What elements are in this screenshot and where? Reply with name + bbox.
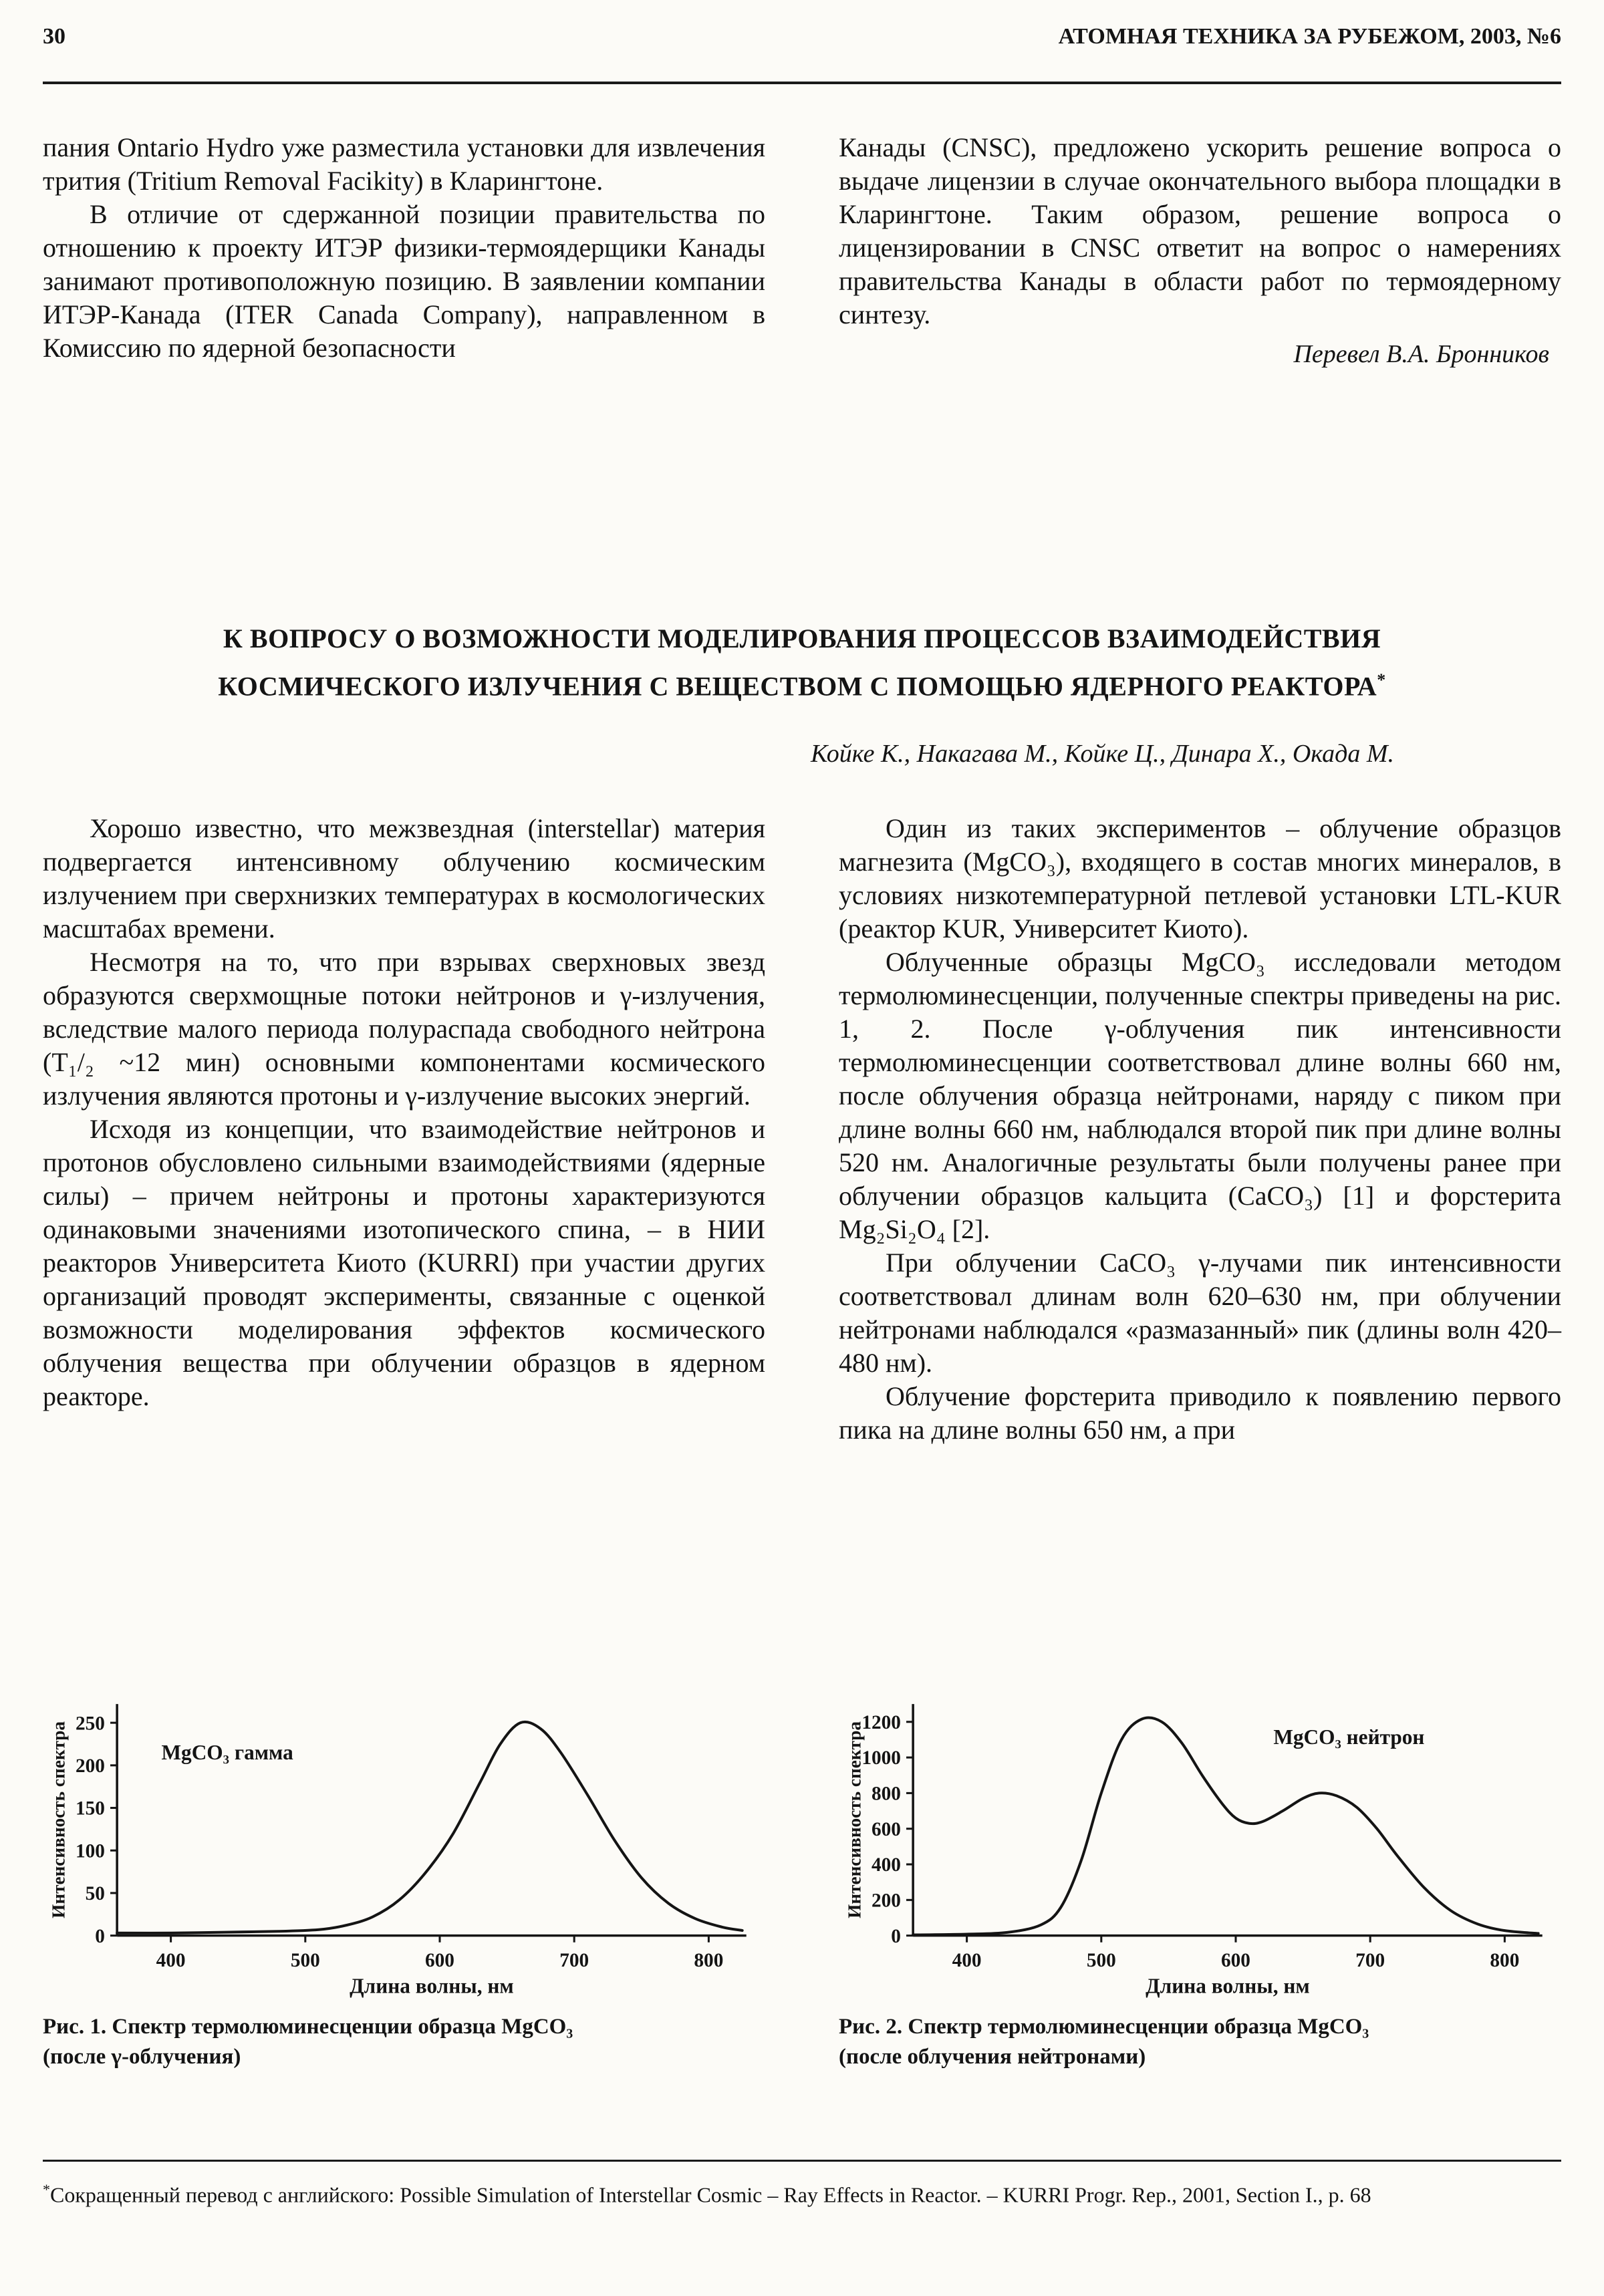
svg-text:Длина волны, нм: Длина волны, нм [350,1974,514,1998]
svg-text:500: 500 [290,1950,320,1972]
footnote-marker: * [43,2181,50,2198]
paragraph: Несмотря на то, что при взрывах сверхновых звезд образуются сверхмощные потоки нейтронов и γ-излучения, вследствие малого периода полураспада свободного нейтрона (T₁/₂ ~12 мин) основными компонентами космического излучения являются протоны и γ-излучение высоких энергий. [43,947,765,1111]
article-title-line-2: КОСМИЧЕСКОГО ИЗЛУЧЕНИЯ С ВЕЩЕСТВОМ С ПОМОЩЬЮ ЯДЕРНОГО РЕАКТОРА [218,671,1377,702]
header-rule [43,82,1561,84]
paragraph: В отличие от сдержанной позиции правительства по отношению к проекту ИТЭР физики-термоядерщики Канады занимают противоположную позицию. В заявлении компании ИТЭР-Канада (ITER Canada Company), направленном в Комиссию по ядерной безопасности [43,199,765,363]
svg-text:250: 250 [76,1713,105,1735]
paragraph: Исходя из концепции, что взаимодействие нейтронов и протонов обусловлено сильными взаимодействиями (ядерные силы) – причем нейтроны и протоны характеризуются одинаковыми значениями изотопического спина, – в НИИ реакторов Университета Киото (KURRI) при участии других организаций проводят эксперименты, связанные с оценкой возможности моделирования эффектов космического облучения вещества при облучении образцов в ядерном реакторе. [43,1114,765,1411]
article-body [43,812,1561,1447]
footnote [43,2174,1561,2210]
svg-text:MgCO₃ нейтрон: MgCO₃ нейтрон [1273,1725,1425,1749]
footnote-rule [43,2160,1561,2162]
svg-text:200: 200 [76,1755,105,1777]
figure-1 [43,1696,765,2072]
svg-text:0: 0 [95,1925,105,1947]
svg-text:150: 150 [76,1798,105,1820]
article-left-column [43,812,765,1447]
footnote-text: Сокращенный перевод с английского: Possible Simulation of Interstellar Cosmic – Ray Effects in Reactor. – KURRI Progr. Rep., 2001, Section I., p. 68 [50,2182,1371,2207]
svg-text:Длина волны, нм: Длина волны, нм [1146,1974,1310,1998]
paragraph: Канады (CNSC), предложено ускорить решение вопроса о выдаче лицензии в случае окончательного выбора площадки в Кларингтоне. Таким образом, решение вопроса о лицензировании в CNSC ответит на вопрос о намерениях правительства Канады в области работ по термоядерному синтезу. [839,132,1561,329]
svg-text:600: 600 [1221,1950,1250,1972]
svg-text:200: 200 [872,1890,901,1912]
figures-row [43,1696,1561,2072]
svg-text:400: 400 [156,1950,186,1972]
svg-text:600: 600 [872,1818,901,1840]
svg-text:Интенсивность спектра: Интенсивность спектра [844,1721,865,1918]
paragraph: Хорошо известно, что межзвездная (interstellar) материя подвергается интенсивному облучению космическим излучением при сверхнизких температурах в космологических масштабах времени. [43,813,765,944]
translator-credit: Перевел В.А. Бронников [1293,340,1549,368]
paragraph: Облученные образцы MgCO₃ исследовали методом термолюминесценции, полученные спектры приведены на рис. 1, 2. После γ-облучения пик интенсивности термолюминесценции соответствовал длине волны 660 нм, после облучения образца нейтронами, наряду с пиком при длине волны 660 нм, наблюдался второй пик при длине волны 520 нм. Аналогичные результаты были получены ранее при облучении образцов кальцита (CaCO₃) [1] и форстерита Mg₂Si₂O₄ [2]. [839,947,1561,1244]
prev-article-right-column [839,131,1561,369]
svg-text:Интенсивность спектра: Интенсивность спектра [48,1721,69,1918]
paragraph: Один из таких экспериментов – облучение образцов магнезита (MgCO₃), входящего в состав многих минералов, в условиях низкотемпературной петлевой установки LTL-KUR (реактор KUR, Университет Киото). [839,813,1561,944]
svg-text:MgCO₃ гамма: MgCO₃ гамма [161,1740,293,1764]
journal-title: АТОМНАЯ ТЕХНИКА ЗА РУБЕЖОМ, 2003, №6 [1058,24,1561,49]
svg-text:800: 800 [872,1783,901,1805]
svg-text:700: 700 [1355,1950,1385,1972]
svg-text:500: 500 [1086,1950,1116,1972]
article-right-column [839,812,1561,1447]
article-title [43,618,1561,707]
figure-2 [839,1696,1561,2072]
title-footnote-marker: * [1377,670,1386,690]
svg-text:700: 700 [559,1950,589,1972]
page-number: 30 [43,24,65,49]
svg-text:600: 600 [425,1950,454,1972]
figure-1-caption [43,2012,765,2072]
svg-text:1200: 1200 [861,1711,901,1733]
prev-article-left-column [43,131,765,369]
svg-text:400: 400 [872,1854,901,1876]
page-header [43,24,1561,49]
paragraph: Облучение форстерита приводило к появлению первого пика на длине волны 650 нм, а при [839,1381,1561,1445]
svg-text:50: 50 [85,1883,105,1905]
figure-2-caption [839,2012,1561,2072]
caption-line: Рис. 1. Спектр термолюминесценции образца MgCO₃ [43,2014,573,2039]
article-title-line-1: К ВОПРОСУ О ВОЗМОЖНОСТИ МОДЕЛИРОВАНИЯ ПРОЦЕССОВ ВЗАИМОДЕЙСТВИЯ [223,623,1381,654]
paragraph: При облучении CaCO₃ γ-лучами пик интенсивности соответствовал длинам волн 620–630 нм, при облучении нейтронами наблюдался «размазанный» пик (длины волн 420–480 нм). [839,1248,1561,1378]
svg-text:1000: 1000 [861,1747,901,1769]
caption-line: (после облучения нейтронами) [839,2044,1146,2069]
svg-text:0: 0 [891,1925,901,1947]
previous-article-end [43,131,1561,369]
authors-line: Койке К., Накагава М., Койке Ц., Динара Х., Окада М. [810,740,1394,768]
svg-text:100: 100 [76,1840,105,1862]
figure-2-spectrum-chart [839,1696,1561,2000]
paragraph: пания Ontario Hydro уже разместила установки для извлечения трития (Tritium Removal Facikity) в Кларингтоне. [43,132,765,196]
caption-line: Рис. 2. Спектр термолюминесценции образца MgCO₃ [839,2014,1369,2039]
figure-1-spectrum-chart [43,1696,765,2000]
svg-text:800: 800 [694,1950,724,1972]
svg-text:400: 400 [952,1950,982,1972]
svg-text:800: 800 [1490,1950,1520,1972]
caption-line: (после γ-облучения) [43,2044,241,2069]
